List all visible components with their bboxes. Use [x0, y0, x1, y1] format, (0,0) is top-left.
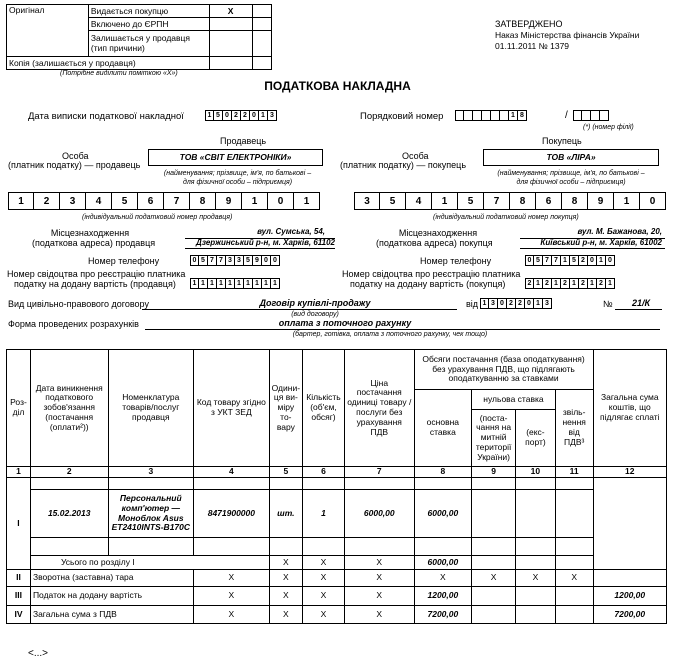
phone-digit: 0 [262, 255, 271, 266]
section-i-label: I [7, 478, 31, 570]
cert-digit: 2 [543, 278, 552, 289]
contract-note: (вид договору) [291, 311, 339, 318]
tax-digit: 0 [268, 192, 294, 210]
phone-digit: 7 [552, 255, 561, 266]
total-i-base: 6000,00 [414, 556, 472, 570]
row-price[interactable]: 6000,00 [344, 490, 414, 538]
branch-boxes[interactable] [573, 110, 609, 121]
cert-digit: 1 [588, 278, 597, 289]
tax-digit: 8 [562, 192, 588, 210]
contract-date-boxes[interactable] [480, 298, 552, 309]
phone-digit: 0 [606, 255, 615, 266]
vat-label: Податок на додану вартість [30, 587, 193, 606]
column-number: 12 [593, 467, 666, 478]
col-total-header: Загальна сума коштів, що підлягає сплаті [593, 350, 666, 467]
cert-digit: 1 [235, 278, 244, 289]
status-row-label: Видається покупцю [88, 5, 209, 18]
status-mark-kept[interactable] [209, 31, 252, 57]
branch-digit [582, 110, 591, 121]
cert-digit: 2 [525, 278, 534, 289]
contract-no-label: № [603, 299, 613, 309]
continuation-ellipsis: <...> [28, 648, 49, 659]
buyer-address-label: Місцезнаходження [398, 228, 478, 238]
table-row: IV Загальна сума з ПДВ X X X X 7200,00 7200,00 [7, 606, 667, 624]
contract-date-digit: 0 [525, 298, 534, 309]
status-row-label: Включено до ЄРПН [88, 18, 209, 31]
phone-digit: 5 [199, 255, 208, 266]
phone-digit: 7 [217, 255, 226, 266]
buyer-address-1: вул. М. Бажанова, 20, [577, 227, 662, 236]
buyer-cert-label: Номер свідоцтва про реєстрацію платника [342, 269, 521, 279]
issue-date-label: Дата виписки податкової накладної [28, 111, 184, 122]
contract-from-label: від [466, 299, 479, 309]
tax-digit: 3 [354, 192, 380, 210]
seller-phone-boxes[interactable] [190, 255, 280, 266]
buyer-phone-label: Номер телефону [420, 256, 492, 266]
phone-digit: 0 [525, 255, 534, 266]
column-number: 3 [108, 467, 194, 478]
section-ii-label: II [7, 570, 31, 587]
status-mark-erpn[interactable] [209, 18, 252, 31]
column-number: 1 [7, 467, 31, 478]
cert-digit: 1 [262, 278, 271, 289]
column-number: 4 [194, 467, 270, 478]
contract-date-digit: 2 [516, 298, 525, 309]
approval-order: Наказ Міністерства фінансів України [495, 30, 640, 40]
phone-digit: 0 [271, 255, 280, 266]
tax-digit: 9 [588, 192, 614, 210]
col-price-header: Ціна постачання одиниці товару / послуги без урахування ПДВ [344, 350, 414, 467]
serial-digit [464, 110, 473, 121]
branch-note: (*) (номер філії) [583, 124, 634, 131]
date-digit: 0 [223, 110, 232, 121]
cert-digit: 1 [190, 278, 199, 289]
cert-digit: 1 [253, 278, 262, 289]
branch-digit [591, 110, 600, 121]
table-row: II Зворотна (заставна) тара X X X X X X X X [7, 570, 667, 587]
column-number: 9 [472, 467, 516, 478]
cert-digit: 1 [570, 278, 579, 289]
grand-total-base: 7200,00 [414, 606, 472, 624]
approval-title: ЗАТВЕРДЖЕНО [495, 19, 563, 29]
phone-digit: 5 [244, 255, 253, 266]
cert-digit: 1 [552, 278, 561, 289]
grand-total-label: Загальна сума з ПДВ [30, 606, 193, 624]
buyer-address-2: Київський р-н, м. Харків, 61002 [540, 238, 662, 247]
seller-address-label-2: (податкова адреса) продавця [32, 238, 156, 248]
original-label: Оригінал [7, 5, 89, 57]
seller-address-2: Дзержинський р-н, м. Харків, 61102 [195, 238, 335, 247]
tax-digit: 5 [458, 192, 484, 210]
col-base-rate-header: основна ставка [414, 390, 472, 467]
buyer-tax-note: (індивідуальний податковий номер покупця) [433, 214, 579, 221]
buyer-address-label-2: (податкова адреса) покупця [376, 238, 493, 248]
cert-digit: 2 [561, 278, 570, 289]
col-exempt-header: звіль-нення від ПДВ³ [555, 390, 593, 467]
status-hint: (Потрібне виділити поміткою «Х») [60, 70, 178, 77]
serial-digit [482, 110, 491, 121]
branch-digit [600, 110, 609, 121]
row-code[interactable]: 8471900000 [194, 490, 270, 538]
serial-digit: 1 [509, 110, 518, 121]
copy-label: Копія (залишається у продавця) [7, 57, 210, 70]
serial-digit [473, 110, 482, 121]
row-date[interactable]: 15.02.2013 [30, 490, 108, 538]
contract-date-digit: 0 [498, 298, 507, 309]
cert-digit: 1 [199, 278, 208, 289]
tax-digit: 7 [164, 192, 190, 210]
phone-digit: 7 [543, 255, 552, 266]
payment-note: (бартер, готівка, оплата з поточного рахунку, чек тощо) [292, 331, 488, 338]
buyer-phone-boxes[interactable] [525, 255, 615, 266]
buyer-name[interactable]: ТОВ «ЛІРА» [483, 149, 659, 166]
row-product[interactable]: Персональний комп'ютер — Моноблок Asus ET2410INTS-B170C [108, 490, 194, 538]
branch-digit [573, 110, 582, 121]
buyer-tax-number[interactable] [354, 192, 666, 210]
contract-date-digit: 1 [480, 298, 489, 309]
tax-digit: 2 [34, 192, 60, 210]
phone-digit: 1 [597, 255, 606, 266]
phone-digit: 1 [561, 255, 570, 266]
buyer-person-label: Особа [402, 151, 429, 161]
column-number: 11 [555, 467, 593, 478]
seller-cert-label-2: податку на додану вартість (продавця) [14, 279, 176, 289]
date-digit: 2 [232, 110, 241, 121]
seller-cert-boxes[interactable] [190, 278, 280, 289]
tax-digit: 1 [294, 192, 320, 210]
status-extra-cell [252, 5, 271, 18]
seller-person-label-2: (платник податку) — продавець [8, 160, 141, 170]
table-row[interactable] [7, 490, 667, 538]
row-base[interactable]: 6000,00 [414, 490, 472, 538]
cert-digit: 1 [208, 278, 217, 289]
col-product-header: Номенклатура товарів/послуг продавця [108, 350, 194, 467]
buyer-cert-label-2: податку на додану вартість (покупця) [350, 279, 506, 289]
tax-digit: 0 [640, 192, 666, 210]
vat-base: 1200,00 [414, 587, 472, 606]
seller-cert-label: Номер свідоцтва про реєстрацію платника [7, 269, 186, 279]
serial-digit [500, 110, 509, 121]
tax-digit: 4 [406, 192, 432, 210]
row-unit[interactable]: шт. [269, 490, 302, 538]
cert-digit: 1 [271, 278, 280, 289]
status-mark-issued[interactable]: X [209, 5, 252, 18]
tax-digit: 4 [86, 192, 112, 210]
section-iv-label: IV [7, 606, 31, 624]
seller-phone-label: Номер телефону [88, 256, 160, 266]
cert-digit: 1 [244, 278, 253, 289]
contract-date-digit: 1 [534, 298, 543, 309]
contract-date-digit: 3 [489, 298, 498, 309]
tax-digit: 5 [112, 192, 138, 210]
tax-digit: 6 [138, 192, 164, 210]
goods-table [6, 349, 667, 624]
phone-digit: 5 [570, 255, 579, 266]
cert-digit: 1 [606, 278, 615, 289]
tax-digit: 1 [614, 192, 640, 210]
seller-name-note-2: для фізичної особи – підприємця) [182, 179, 293, 186]
total-i-label: Усього по розділу І [30, 556, 269, 570]
buyer-cert-boxes[interactable] [525, 278, 615, 289]
table-row [7, 538, 667, 556]
seller-address-1: вул. Сумська, 54, [257, 227, 325, 236]
date-digit: 1 [205, 110, 214, 121]
column-numbers-row [7, 467, 667, 478]
tax-digit: 8 [510, 192, 536, 210]
serial-label: Порядковий номер [360, 111, 444, 122]
phone-digit: 9 [253, 255, 262, 266]
tax-digit: 3 [60, 192, 86, 210]
payment-label: Форма проведених розрахунків [8, 319, 139, 329]
returnable-tare-label: Зворотна (заставна) тара [30, 570, 193, 587]
cert-digit: 1 [226, 278, 235, 289]
date-digit: 5 [214, 110, 223, 121]
phone-digit: 2 [579, 255, 588, 266]
page-title: ПОДАТКОВА НАКЛАДНА [264, 79, 411, 93]
tax-digit: 6 [536, 192, 562, 210]
buyer-name-note: (найменування; прізвище, ім'я, по батькові – [497, 170, 645, 177]
column-number: 7 [344, 467, 414, 478]
date-digit: 0 [250, 110, 259, 121]
col-export-header: (екс-порт) [516, 410, 556, 467]
tax-digit: 1 [432, 192, 458, 210]
column-number: 5 [269, 467, 302, 478]
contract-number[interactable]: 21/К [632, 298, 651, 308]
status-mark-copy[interactable] [209, 57, 252, 70]
col-section-header: Роз-діл [7, 350, 31, 467]
status-row-label: Залишається у продавця (тип причини) [88, 31, 209, 57]
tax-digit: 8 [190, 192, 216, 210]
date-digit: 1 [259, 110, 268, 121]
phone-digit: 3 [235, 255, 244, 266]
seller-heading: Продавець [220, 136, 267, 146]
serial-slash: / [565, 110, 568, 121]
cert-digit: 1 [534, 278, 543, 289]
col-qty-header: Кількість (об'єм, обсяг) [303, 350, 345, 467]
cert-digit: 2 [597, 278, 606, 289]
tax-digit: 7 [484, 192, 510, 210]
contract-date-digit: 2 [507, 298, 516, 309]
buyer-name-note-2: для фізичної особи – підприємця) [516, 179, 626, 186]
phone-digit: 7 [208, 255, 217, 266]
approval-date: 01.11.2011 № 1379 [495, 41, 570, 51]
col-zero-rate-header: нульова ставка [472, 390, 556, 410]
tax-digit: 9 [216, 192, 242, 210]
seller-tax-note: (індивідуальний податковий номер продавця) [82, 214, 233, 221]
phone-digit: 3 [226, 255, 235, 266]
seller-name[interactable]: ТОВ «СВІТ ЕЛЕКТРОНІКИ» [148, 149, 323, 166]
seller-address-label: Місцезнаходження [50, 228, 130, 238]
serial-digit: 8 [518, 110, 527, 121]
table-row: III Податок на додану вартість X X X X 1200,00 1200,00 [7, 587, 667, 606]
tax-digit: 1 [242, 192, 268, 210]
col-date-header: Дата виникнення податкового зобов'язання (постачання (оплати²)) [30, 350, 108, 467]
cert-digit: 1 [217, 278, 226, 289]
table-row: Усього по розділу І X X X 6000,00 [7, 556, 667, 570]
payment-form[interactable]: оплата з поточного рахунку [278, 318, 412, 328]
column-number: 2 [30, 467, 108, 478]
column-number: 8 [414, 467, 472, 478]
col-volume-group-header: Обсяги постачання (база оподаткування) без урахування ПДВ, що підлягають оподаткуванню за ставками [414, 350, 593, 390]
phone-digit: 5 [534, 255, 543, 266]
serial-boxes[interactable] [455, 110, 527, 121]
section-iii-label: III [7, 587, 31, 606]
status-box [6, 4, 272, 70]
table-row [7, 478, 667, 490]
grand-total: 7200,00 [593, 606, 666, 624]
seller-name-note: (найменування; прізвище, ім'я, по батькові – [163, 170, 312, 177]
col-domestic-header: (поста-чання на митній території України) [472, 410, 516, 467]
phone-digit: 0 [190, 255, 199, 266]
vat-total: 1200,00 [593, 587, 666, 606]
col-unit-header: Одини-ця ви-міру то-вару [269, 350, 302, 467]
contract-date-digit: 3 [543, 298, 552, 309]
phone-digit: 0 [588, 255, 597, 266]
buyer-person-label-2: (платник податку) — покупець [340, 160, 467, 170]
column-number: 10 [516, 467, 556, 478]
date-digit: 3 [268, 110, 277, 121]
contract-label: Вид цивільно-правового договору [8, 299, 149, 309]
seller-tax-number[interactable] [8, 192, 320, 210]
contract-type[interactable]: Договір купівлі-продажу [259, 298, 371, 308]
serial-digit [491, 110, 500, 121]
serial-digit [455, 110, 464, 121]
tax-digit: 1 [8, 192, 34, 210]
buyer-heading: Покупець [542, 136, 582, 146]
column-number: 6 [303, 467, 345, 478]
issue-date-boxes[interactable] [205, 110, 277, 121]
tax-digit: 5 [380, 192, 406, 210]
seller-person-label: Особа [62, 151, 89, 161]
cert-digit: 2 [579, 278, 588, 289]
col-code-header: Код товару згідно з УКТ ЗЕД [194, 350, 270, 467]
date-digit: 2 [241, 110, 250, 121]
row-qty[interactable]: 1 [303, 490, 345, 538]
